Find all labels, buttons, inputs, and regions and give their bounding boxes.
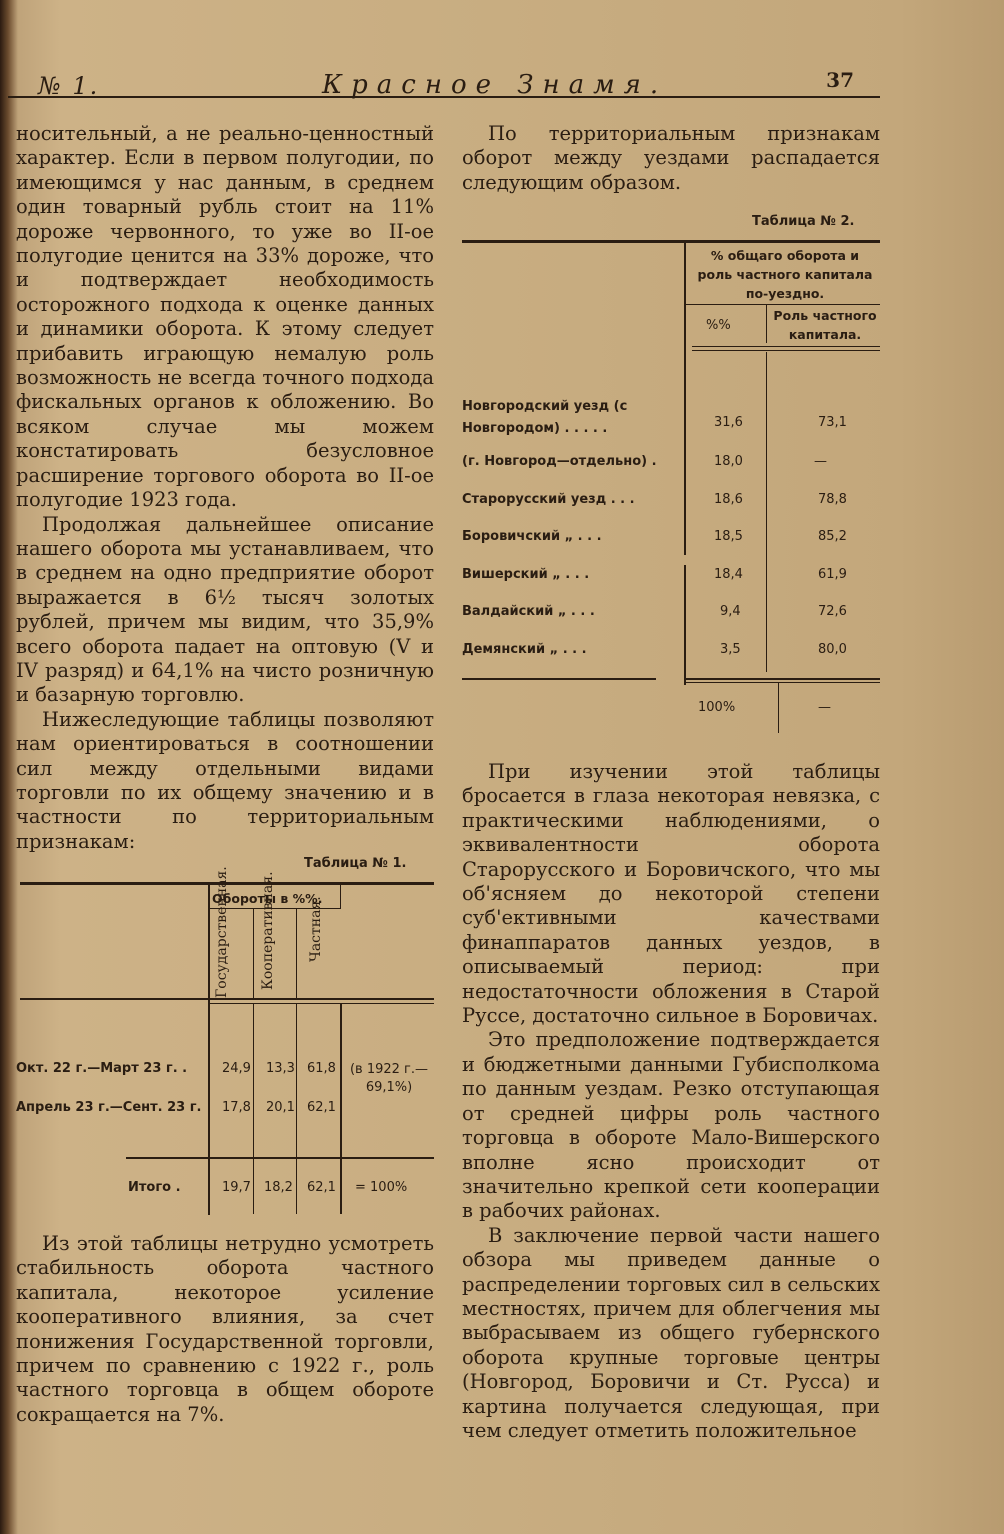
table1-total-note: = 100% xyxy=(355,1180,408,1195)
table1-row1-label: Окт. 22 г.—Март 23 г. . xyxy=(16,1061,188,1076)
table2-row4-label: Боровичский „ . . . xyxy=(462,529,602,544)
table1-row1-note: (в 1922 г.— 69,1%) xyxy=(349,1062,429,1095)
table2-row2-private: — xyxy=(814,454,827,469)
left-paragraph-2: Продолжая дальнейшее описание нашего оборота мы устанавливаем, что в среднем на одно предприятие оборот выражается в 6½ тысяч золотых рублей, причем мы видим, что 35,9% всего оборота падает на оптовую (V и IV разряд) и 64,1% на чисто розничную и базарную торговлю. xyxy=(16,512,434,707)
right-column-bottom xyxy=(462,760,880,1443)
table1-total-coop: 18,2 xyxy=(264,1180,293,1195)
table2-total-pct: 100% xyxy=(698,700,736,715)
left-column-bottom xyxy=(16,1232,434,1427)
issue-number: № 1. xyxy=(38,72,100,100)
table2-col-private: Роль частного капитала. xyxy=(773,308,877,342)
table2-row2-pct: 18,0 xyxy=(714,454,743,469)
table2-group-header: % общаго оборота и роль частного капитала по-уездно. xyxy=(697,248,873,301)
table2-row2-label: (г. Новгород—отдельно) . xyxy=(462,454,657,469)
table1-group-header: Обороты в %%. xyxy=(212,891,323,906)
table2-row3-private: 78,8 xyxy=(818,492,847,507)
table2-row3-label: Старорусский уезд . . . xyxy=(462,492,635,507)
left-column-top xyxy=(16,122,434,854)
table1-col-coop: Кооперативная. xyxy=(260,871,276,990)
table1-row1-coop: 13,3 xyxy=(266,1061,295,1076)
table2-row7-private: 80,0 xyxy=(818,642,847,657)
table2-row1-label: Новгородский уезд (с Новгородом) . . . . . xyxy=(462,399,628,436)
right-paragraph-1: По территориальным признакам оборот между уездами распадается следующим образом. xyxy=(462,122,880,194)
table2-row5-pct: 18,4 xyxy=(714,567,743,582)
table2-row6-label: Валдайский „ . . . xyxy=(462,604,595,619)
table2-row7-label: Демянский „ . . . xyxy=(462,642,587,657)
table2-row7-pct: 3,5 xyxy=(720,642,741,657)
table2-total-private: — xyxy=(818,700,831,715)
table1-row1-private: 61,8 xyxy=(307,1061,336,1076)
table2-row6-private: 72,6 xyxy=(818,604,847,619)
header-rule xyxy=(8,96,880,98)
table2-row1-pct: 31,6 xyxy=(714,415,743,430)
table1-row2-label: Апрель 23 г.—Сент. 23 г. xyxy=(16,1100,202,1115)
table2-row4-pct: 18,5 xyxy=(714,529,743,544)
left-paragraph-3: Нижеследующие таблицы позволяют нам ориентироваться в соотношении сил между отдельными видами торговли по их общему значению и в частности по территориальным признакам: xyxy=(16,707,434,853)
table1-row1-state: 24,9 xyxy=(222,1061,251,1076)
table2-row4-private: 85,2 xyxy=(818,529,847,544)
table2-col-pct: %% xyxy=(706,318,731,333)
left-paragraph-1: носительный, а не реально-ценностный характер. Если в первом полугодии, по имеющимся у нас данным, в среднем один товарный рубль стоит на 11% дороже червонного, то уже во II-ое полугодие ценится на 33% дороже, что и подтверждает необходимость осторожного подхода к оценке данных и динамики оборота. К этому следует прибавить играющую немалую роль возможность не всегда точного подхода фискальных органов к обложению. Во всяком случае мы можем констатировать безусловное расширение торгового оборота во II-ое полугодие 1923 года. xyxy=(16,122,434,512)
table1-col-state: Государственная. xyxy=(214,866,230,998)
left-paragraph-4: Из этой таблицы нетрудно усмотреть стабильность оборота частного капитала, некоторое усиление кооперативного влияния, за счет понижения Государственной торговли, причем по сравнению с 1922 г., роль частного торговца в общем обороте сокращается на 7%. xyxy=(16,1232,434,1426)
table1-row2-coop: 20,1 xyxy=(266,1100,295,1115)
table2-caption: Таблица № 2. xyxy=(752,214,855,229)
right-paragraph-2: При изучении этой таблицы бросается в глаза некоторая невязка, с практическими наблюдениями, о эквивалентности оборота Старорусского и Боровичского, что мы об'ясняем до некоторой степени суб'ективными качествами финаппаратов данных уездов, в описываемый период: при недостаточности обложения в Старой Руссе, достаточно сильное в Боровичах. xyxy=(462,760,880,1028)
table2-row3-pct: 18,6 xyxy=(714,492,743,507)
table2-row5-private: 61,9 xyxy=(818,567,847,582)
table1-total-label: Итого . xyxy=(128,1180,181,1195)
table1-row2-state: 17,8 xyxy=(222,1100,251,1115)
right-paragraph-3: Это предположение подтверждается и бюджетными данными Губисполкома по данным уездам. Резко отступающая от средней цифры роль частного торговца в обороте Мало-Вишерского вполне ясно происходит от значительно крепкой сети кооперации в рабочих районах. xyxy=(462,1028,880,1223)
page-header xyxy=(34,66,882,98)
page-number: 37 xyxy=(826,68,854,92)
table1-total-private: 62,1 xyxy=(307,1180,336,1195)
table2-row1-private: 73,1 xyxy=(818,415,847,430)
table2-row6-pct: 9,4 xyxy=(720,604,741,619)
newspaper-title: Красное Знамя. xyxy=(322,70,668,100)
table1-caption: Таблица № 1. xyxy=(304,856,407,871)
table1-total-state: 19,7 xyxy=(222,1180,251,1195)
table1-col-private: Частная. xyxy=(308,896,324,962)
right-paragraph-4: В заключение первой части нашего обзора мы приведем данные о распределении торговых сил в сельских местностях, причем для облегчения мы выбрасываем из общего губернского оборота крупные торговые центры (Новгород, Боровичи и Ст. Русса) и картина получается следующая, при чем следует отметить положительное xyxy=(462,1223,880,1442)
table2-row5-label: Вишерский „ . . . xyxy=(462,567,590,582)
right-column-top xyxy=(462,122,880,195)
table1-row2-private: 62,1 xyxy=(307,1100,336,1115)
